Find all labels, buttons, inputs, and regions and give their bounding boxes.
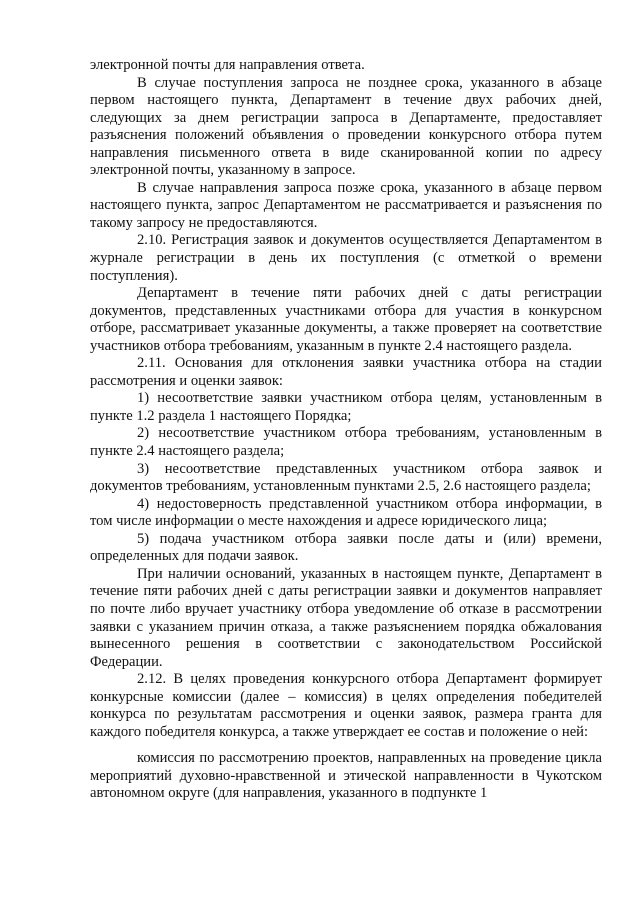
paragraph-1: электронной почты для направления ответа. — [90, 57, 365, 73]
list-item-5: 5) подача участником отбора заявки после даты и (или) времени, определенных для подачи заявок. — [90, 530, 602, 565]
list-item-2: 2) несоответствие участником отбора требованиям, установленным в пункте 2.4 настоящего раздела; — [90, 425, 602, 460]
paragraph-5: Департамент в течение пяти рабочих дней с даты регистрации документов, представленных участниками отбора для участия в конкурсном отборе, рассматривает указанные документы, а также проверяет на соответствие участников отбора требованиям, указанным в пункте 2.4 настоящего раздела. — [90, 285, 602, 354]
paragraph-14: комиссия по рассмотрению проектов, направленных на проведение цикла мероприятий духовно-нравственной и этической направленности в Чукотском автономном округе (для направления, указанного в подпункте 1 — [90, 750, 602, 802]
list-item-3: 3) несоответствие представленных участником отбора заявок и документов требованиям, установленным пунктами 2.5, 2.6 настоящего раздела; — [90, 460, 602, 495]
paragraph-3: В случае направления запроса позже срока, указанного в абзаце первом настоящего пункта, запрос Департаментом не рассматривается и разъяснения по такому запросу не предоставляются. — [90, 179, 602, 231]
list-item-4: 4) недостоверность представленной участником отбора информации, в том числе информации о месте нахождения и адресе юридического лица; — [90, 495, 602, 530]
paragraph-13-section-2-12: 2.12. В целях проведения конкурсного отбора Департамент формирует конкурсные комиссии (далее – комиссия) в целях определения победителей конкурса по результатам рассмотрения и оценки заявок, размера гранта для каждого победителя конкурса, а также утверждает ее состав и положение о ней: — [90, 671, 602, 740]
paragraph-2: В случае поступления запроса не позднее срока, указанного в абзаце первом настоящего пункта, Департамент в течение двух рабочих дней, следующих за днем регистрации запроса в Департаменте, предоставляет разъяснения положений объявления о проведении конкурсного отбора путем направления письменного ответа в виде сканированной копии по адресу электронной почты, указанному в запросе. — [90, 74, 602, 179]
paragraph-12: При наличии оснований, указанных в настоящем пункте, Департамент в течение пяти рабочих дней с даты регистрации заявки и документов направляет по почте либо вручает участнику отбора уведомление об отказе в рассмотрении заявки с указанием причин отказа, а также разъяснением порядка обжалования вынесенного решения в соответствии с законодательством Российской Федерации. — [90, 565, 602, 670]
list-item-1: 1) несоответствие заявки участником отбора целям, установленным в пункте 1.2 раздела 1 настоящего Порядка; — [90, 390, 602, 424]
paragraph-6-section-2-11: 2.11. Основания для отклонения заявки участника отбора на стадии рассмотрения и оценки заявок: — [90, 355, 602, 389]
paragraph-4-section-2-10: 2.10. Регистрация заявок и документов осуществляется Департаментом в журнале регистрации в день их поступления (с отметкой о времени поступления). — [90, 232, 602, 284]
document-page — [90, 57, 602, 803]
